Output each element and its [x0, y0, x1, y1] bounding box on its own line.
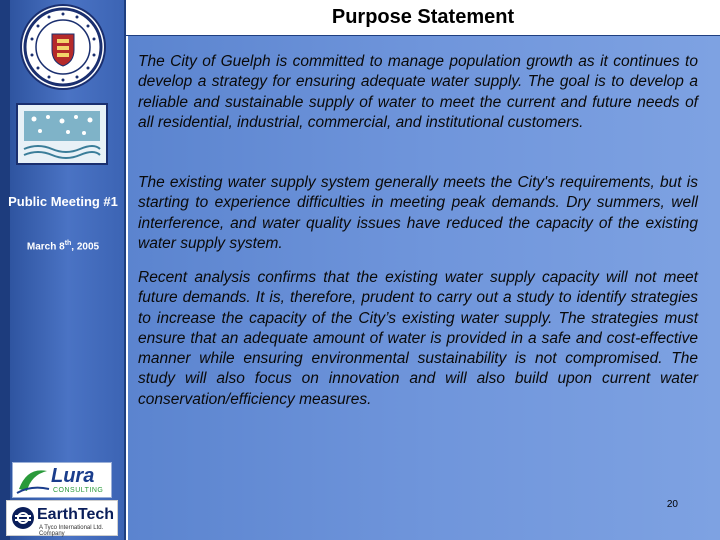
paragraph-purpose: The City of Guelph is committed to manage population growth as it continues to develop a strategy for ensuring adequate water supply. The goal is to develop a reliable and sustainable supply of water to meet the current and future needs of all residential, industrial, commercial, and institutional customers. [138, 53, 698, 131]
earthtech-name: EarthTech [37, 506, 115, 523]
paragraph-recent-analysis: Recent analysis confirms that the existing water supply capacity will not meet future demands. It is, therefore, prudent to carry out a study to identify strategies to increase the capacity of the City’s existing water supply. The strategies must ensure that an adequate amount of water is provided in a safe and cost-effective manner while ensuring environmental sustainability is not compromised. The study will also focus on innovation and will also build upon current water conservation/efficiency measures. [138, 269, 698, 408]
meeting-date [0, 240, 126, 252]
lura-consulting-logo [12, 462, 112, 498]
sidebar-band [0, 0, 10, 540]
title-bar [126, 0, 720, 36]
earthtech-sub: A Tyco International Ltd. Company [39, 525, 104, 537]
page-title: Purpose Statement [331, 6, 515, 28]
meeting-title: Public Meeting #1 [8, 194, 118, 209]
meeting-date-prefix: March 8 [26, 241, 65, 253]
lura-sub: CONSULTING [53, 487, 104, 494]
earthtech-logo [6, 500, 118, 536]
city-seal-logo [20, 4, 106, 90]
lura-name: Lura [51, 465, 95, 487]
meeting-date-suffix: , 2005 [71, 241, 100, 253]
water-strategy-logo [16, 103, 108, 165]
page-number: 20 [666, 499, 678, 510]
content-area [128, 36, 720, 540]
paragraph-existing-system: The existing water supply system generally meets the City's requirements, but is starting to experience difficulties in meeting peak demands. Dry summers, well interference, and water quality issues have reduced the capacity of the existing water supply system. [138, 174, 698, 252]
meeting-date-sup: th [64, 240, 72, 247]
sidebar [0, 0, 126, 540]
